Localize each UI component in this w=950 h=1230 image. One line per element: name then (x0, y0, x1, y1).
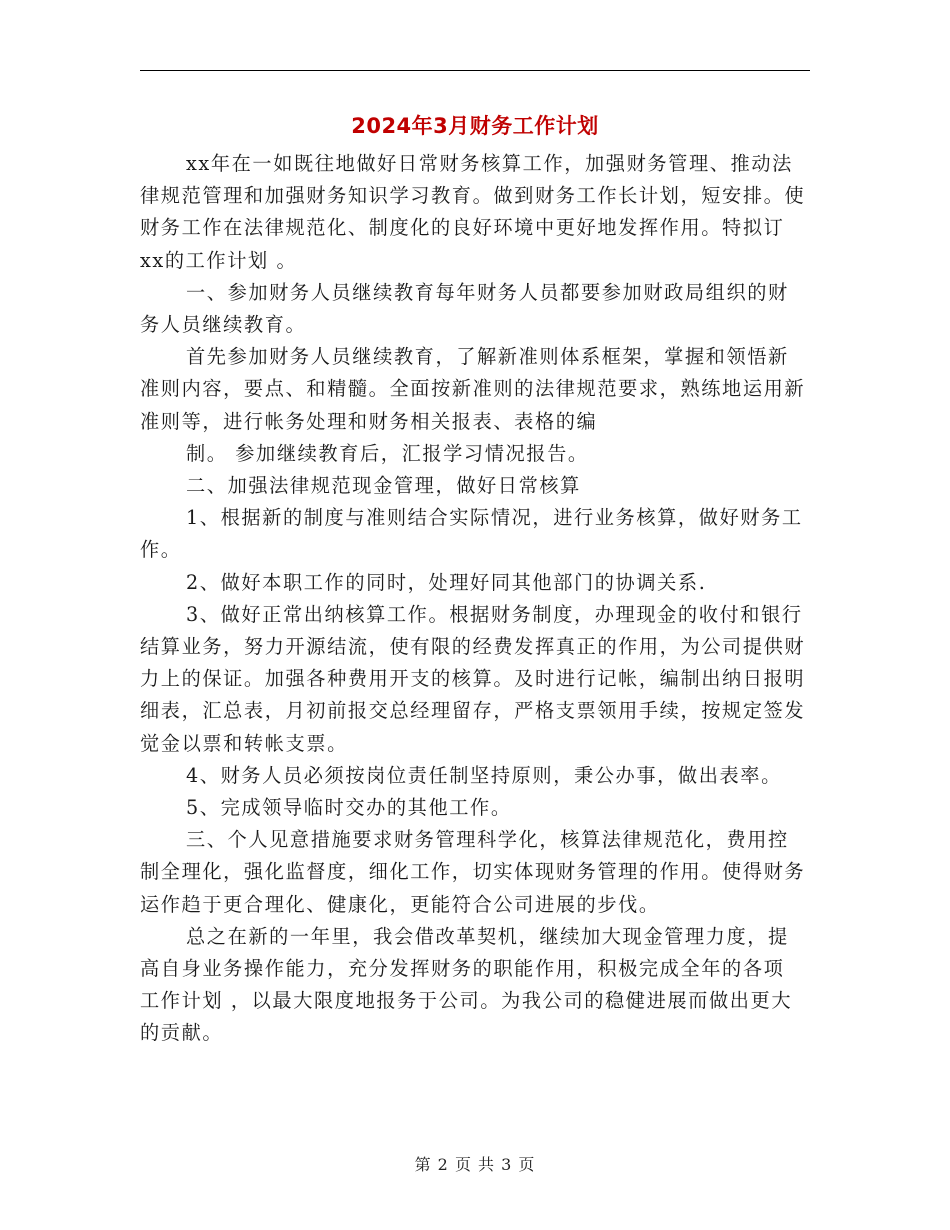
paragraph-section-1-end: 制。 参加继续教育后，汇报学习情况报告。 (186, 441, 589, 465)
paragraph-item-1: 1、根据新的制度与准则结合实际情况，进行业务核算，做好财务工作。 (140, 506, 803, 562)
document-title: 2024年3月财务工作计划 (351, 114, 599, 138)
paragraph-item-2: 2、做好本职工作的同时，处理好同其他部门的协调关系. (186, 570, 707, 594)
paragraph-item-4: 4、财务人员必须按岗位责任制坚持原则，秉公办事，做出表率。 (186, 763, 782, 787)
header-rule (140, 70, 810, 71)
paragraph-section-2-heading: 二、加强法律规范现金管理，做好日常核算 (186, 474, 581, 498)
page-footer: 第 2 页 共 3 页 (414, 1155, 536, 1174)
paragraph-conclusion: 总之在新的一年里，我会借改革契机，继续加大现金管理力度，提高自身业务操作能力，充分发挥财务的职能作用，积极完成全年的各项 工作计划 ，以最大限度地报务于公司。为我公司的稳健进展而做出更大的贡献。 (140, 924, 793, 1045)
paragraph-item-5: 5、完成领导临时交办的其他工作。 (186, 796, 512, 820)
document-body (140, 148, 808, 1050)
paragraph-intro: xx年在一如既往地做好日常财务核算工作，加强财务管理、推动法律规范管理和加强财务知识学习教育。做到财务工作长计划，短安排。使财务工作在法律规范化、制度化的良好环境中更好地发挥作用。特拟订xx的工作计划 。 (140, 152, 806, 272)
paragraph-item-3: 3、做好正常出纳核算工作。根据财务制度，办理现金的收付和银行结算业务，努力开源结流，使有限的经费发挥真正的作用，为公司提供财力上的保证。加强各种费用开支的核算。及时进行记帐，编制出纳日报明细表，汇总表，月初前报交总经理留存，严格支票领用手续，按规定签发觉金以票和转帐支票。 (140, 602, 806, 755)
paragraph-section-1-heading: 一、参加财务人员继续教育每年财务人员都要参加财政局组织的财务人员继续教育。 (140, 280, 789, 337)
paragraph-section-3: 三、个人见意措施要求财务管理科学化，核算法律规范化，费用控制全理化，强化监督度，细化工作，切实体现财务管理的作用。使得财务运作趋于更合理化、健康化，更能符合公司进展的步伐。 (140, 828, 806, 916)
paragraph-section-1-body: 首先参加财务人员继续教育，了解新准则体系框架，掌握和领悟新准则内容，要点、和精髓。全面按新准则的法律规范要求，熟练地运用新准则等，进行帐务处理和财务相关报表、表格的编 (140, 345, 806, 433)
